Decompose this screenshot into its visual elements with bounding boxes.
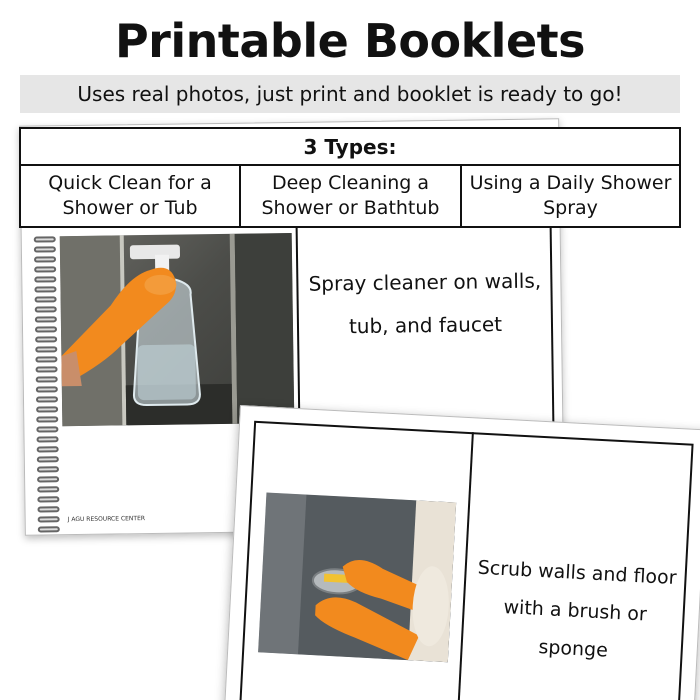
type-quick-clean: Quick Clean for a Shower or Tub — [21, 166, 241, 226]
spiral-ring — [34, 266, 56, 272]
spiral-ring — [35, 316, 57, 322]
instruction-text: Scrub walls and floor with a brush or sponge — [477, 556, 678, 662]
spiral-ring — [36, 386, 58, 392]
spiral-ring — [37, 486, 59, 492]
page-title: Printable Booklets — [114, 14, 586, 68]
spiral-ring — [36, 376, 58, 382]
spiral-ring — [37, 466, 59, 472]
spiral-ring — [34, 246, 56, 252]
subtitle-banner — [20, 75, 680, 113]
footer-credit: J AGU RESOURCE CENTER — [67, 515, 146, 524]
type-daily-spray: Using a Daily Shower Spray — [469, 172, 672, 219]
subtitle-text: Uses real photos, just print and booklet is ready to go! — [77, 82, 623, 106]
spiral-ring — [35, 306, 57, 312]
spiral-ring — [37, 506, 59, 512]
types-table — [19, 127, 681, 228]
spiral-ring — [36, 416, 58, 422]
spiral-ring — [37, 456, 59, 462]
spiral-ring — [37, 436, 59, 442]
spiral-ring — [34, 286, 56, 292]
types-heading: 3 Types: — [21, 129, 679, 166]
spiral-binding — [34, 236, 62, 536]
scrubbing-photo — [258, 493, 456, 663]
spiral-ring — [34, 276, 56, 282]
spiral-ring — [36, 396, 58, 402]
spiral-ring — [37, 476, 59, 482]
spiral-ring — [35, 336, 57, 342]
spiral-ring — [37, 446, 59, 452]
spiral-ring — [35, 296, 57, 302]
spiral-ring — [35, 346, 57, 352]
spiral-ring — [36, 406, 58, 412]
spiral-ring — [36, 366, 58, 372]
spiral-ring — [38, 516, 60, 522]
booklet-page-scrub — [223, 405, 700, 700]
spiral-ring — [35, 326, 57, 332]
spiral-ring — [36, 426, 58, 432]
spiral-ring — [34, 256, 56, 262]
type-deep-clean: Deep Cleaning a Shower or Bathtub — [241, 166, 462, 226]
spiral-ring — [34, 236, 56, 242]
spiral-ring — [38, 526, 60, 532]
spray-bottle-photo — [60, 233, 295, 426]
spiral-ring — [35, 356, 57, 362]
spiral-ring — [37, 496, 59, 502]
instruction-text: Spray cleaner on walls, tub, and faucet — [308, 268, 542, 339]
